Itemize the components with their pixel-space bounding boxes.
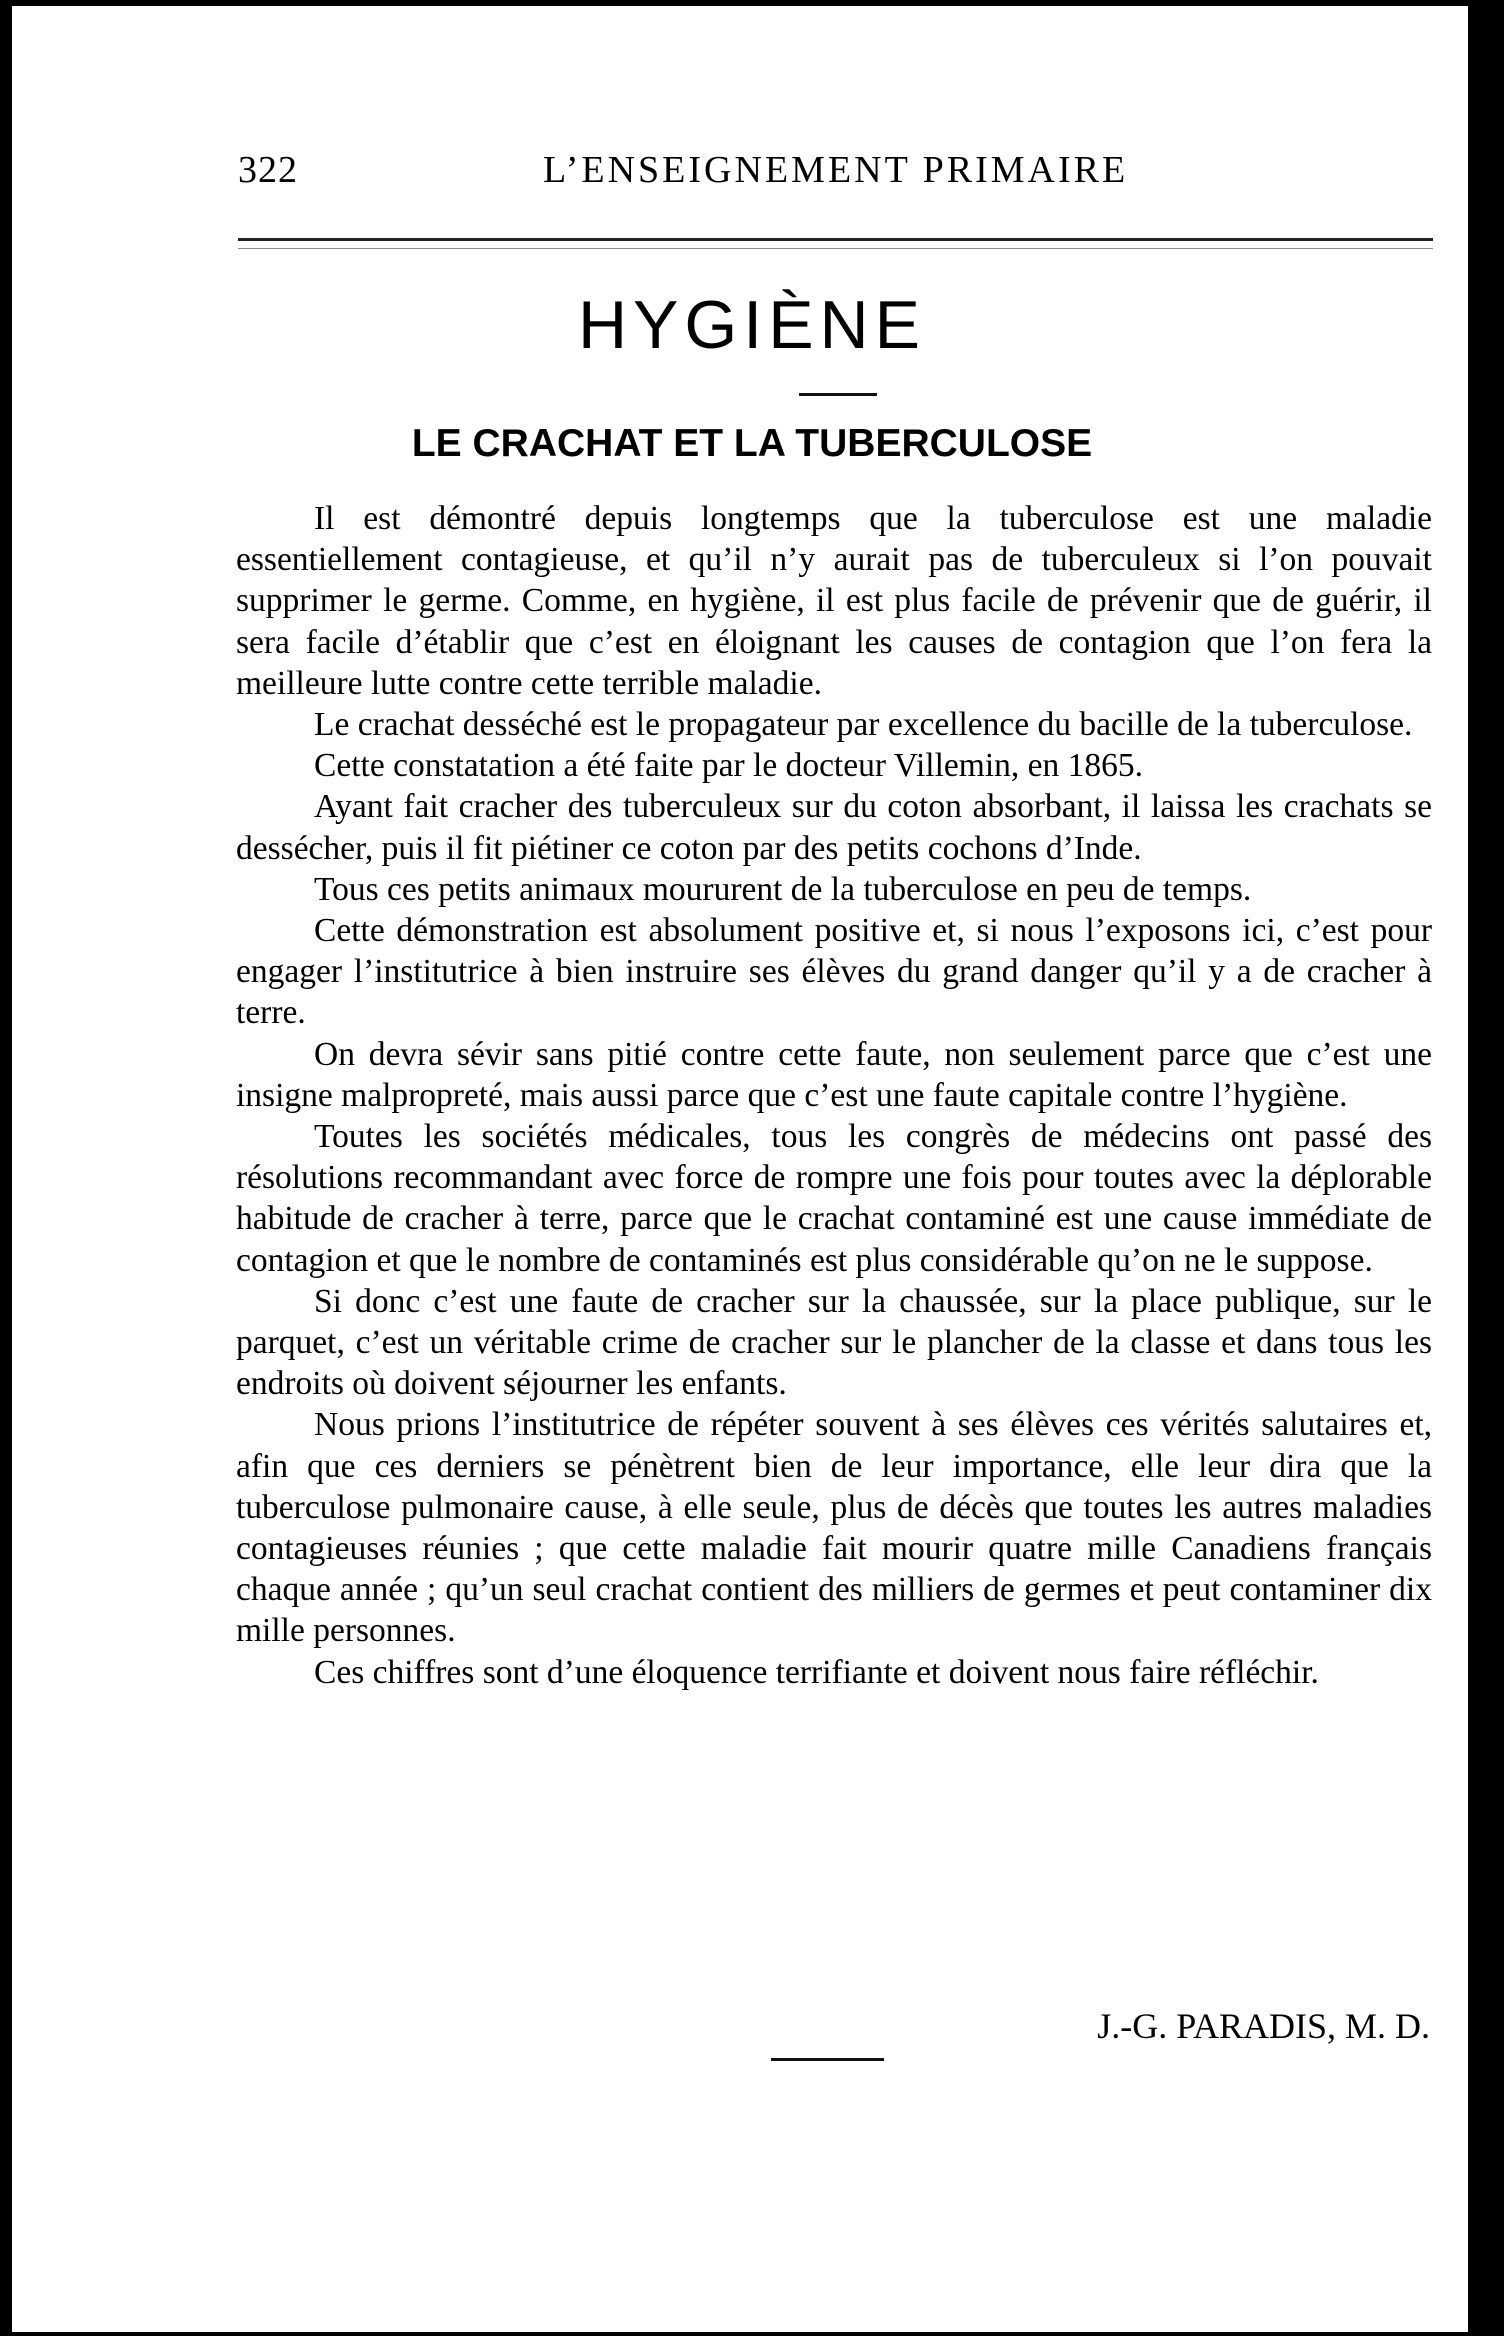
running-head (238, 148, 1418, 208)
paragraph: Si donc c’est une faute de cracher sur la chaussée, sur la place publique, sur le parquet, c’est un véritable crime de cracher sur le plancher de la classe et dans tous les endroits où doivent séjourner les enfants. (236, 1282, 1432, 1403)
header-rule (238, 238, 1433, 241)
paragraph: On devra sévir sans pitié contre cette faute, non seulement parce que c’est une insigne malpropreté, mais aussi parce que c’est une faute capitale contre l’hygiène. (236, 1035, 1432, 1114)
journal-title: L’ENSEIGNEMENT PRIMAIRE (543, 149, 1129, 191)
paragraph: Cette démonstration est absolument positive et, si nous l’exposons ici, c’est pour engager l’institutrice à bien instruire ses élèves du grand danger qu’il y a de cracher à terre. (236, 912, 1432, 1032)
paragraph: Toutes les sociétés médicales, tous les congrès de médecins ont passé des résolutions recommandant avec force de rompre une fois pour toutes avec la déplorable habitude de cracher à terre, parce que le crachat contaminé est une cause immédiate de contagion et que le nombre de contaminés est plus considérable qu’on ne le suppose. (236, 1118, 1432, 1279)
paragraph: Cette constatation a été faite par le docteur Villemin, en 1865. (314, 747, 1143, 785)
paragraph: Nous prions l’institutrice de répéter souvent à ses élèves ces vérités salutaires et, afin que ces derniers se pénètrent bien de leur importance, elle leur dira que la tuberculose pulmonaire cause, à elle seule, plus de décès que toutes les autres maladies contagieuses réunies ; que cette maladie fait mourir quatre mille Canadiens français chaque année ; qu’un seul crachat contient des milliers de germes et peut contaminer dix mille personnes. (236, 1406, 1432, 1650)
section-title: HYGIÈNE (577, 287, 927, 363)
paragraph: Ces chiffres sont d’une éloquence terrifiante et doivent nous faire réfléchir. (314, 1653, 1319, 1691)
author-signature: J.-G. PARADIS, M. D. (1097, 2006, 1430, 2046)
paragraph: Ayant fait cracher des tuberculeux sur du coton absorbant, il laissa les crachats se dessécher, puis il fit piétiner ce coton par des petits cochons d’Inde. (236, 788, 1432, 867)
end-rule (771, 2058, 884, 2061)
header-rule-thin (238, 248, 1433, 249)
article-title: LE CRACHAT ET LA TUBERCULOSE (411, 422, 1093, 465)
title-separator (799, 393, 877, 396)
page-number: 322 (238, 149, 298, 191)
paragraph: Il est démontré depuis longtemps que la tuberculose est une maladie essentiellement contagieuse, et qu’il n’y aurait pas de tuberculeux si l’on pouvait supprimer le germe. Comme, en hygiène, il est plus facile de prévenir que de guérir, il sera facile d’établir que c’est en éloignant les causes de contagion que l’on fera la meilleure lutte contre cette terrible maladie. (236, 500, 1432, 702)
paragraph: Le crachat desséché est le propagateur par excellence du bacille de la tuberculose. (314, 706, 1413, 744)
paragraph: Tous ces petits animaux moururent de la tuberculose en peu de temps. (314, 870, 1252, 908)
article-body (236, 498, 1432, 1693)
